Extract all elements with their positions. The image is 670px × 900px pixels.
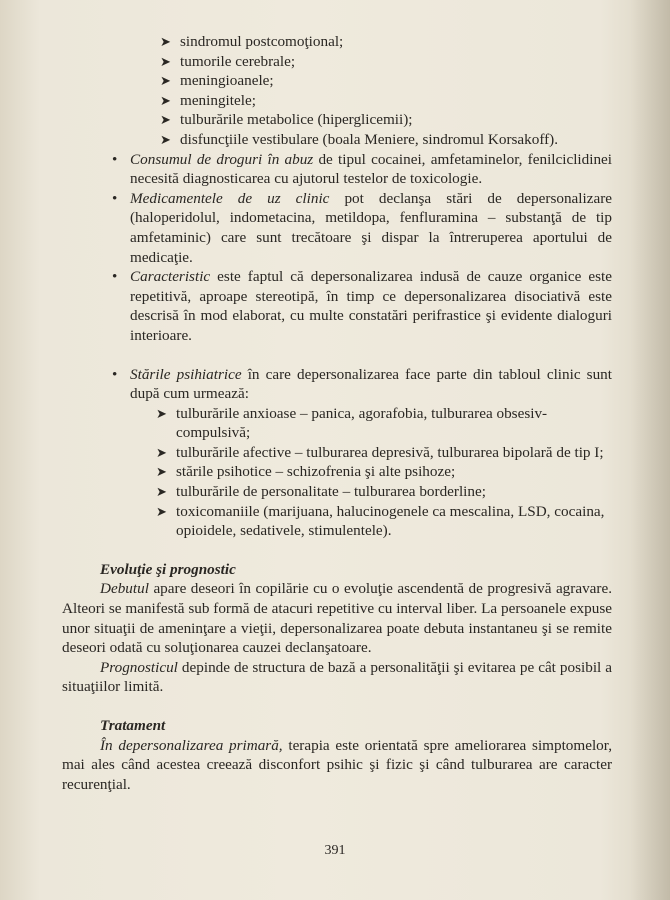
arrow-bullet-icon: ➤ <box>160 73 171 89</box>
list-item: ➤ stările psihotice – schizofrenia şi alte psihoze; <box>156 463 456 481</box>
section-heading: Evoluţie şi prognostic <box>100 560 236 578</box>
bullet-paragraph: • Consumul de droguri în abuz de tipul cocainei, amfetaminelor, fenilciclidinei necesită diagnosticarea cu ajutorul testelor de toxicologie. <box>112 150 613 188</box>
arrow-bullet-icon: ➤ <box>156 444 167 460</box>
list-item: ➤ meningitele; <box>160 91 256 109</box>
list-item: ➤ tulburările de personalitate – tulburarea borderline; <box>156 483 486 501</box>
list-item: ➤ tulburările metabolice (hiperglicemii); <box>160 111 413 129</box>
list-item: ➤ toxicomaniile (marijuana, halucinogenele ca mescalina, LSD, cocaina, opioidele, sedativele, stimulentele). <box>156 502 605 540</box>
paragraph: În depersonalizarea primară, terapia este orientată spre ameliorarea simptomelor, mai ales când acestea creează disconfort psihic şi fizic şi când tulburarea are caracter recurenţial. <box>62 736 612 793</box>
page-number: 391 <box>324 843 346 858</box>
arrow-bullet-icon: ➤ <box>160 92 171 108</box>
arrow-bullet-icon: ➤ <box>160 131 171 147</box>
list-item: ➤ tulburările afective – tulburarea depresivă, tulburarea bipolară de tip I; <box>156 443 604 461</box>
list-item: ➤ meningioanele; <box>160 72 274 90</box>
bullet-dot-icon: • <box>112 268 118 286</box>
arrow-bullet-icon: ➤ <box>156 464 167 480</box>
arrow-bullet-icon: ➤ <box>160 53 171 69</box>
bullet-dot-icon: • <box>112 189 118 207</box>
paragraph: Debutul apare deseori în copilărie cu o evoluţie ascendentă de progresivă agravare. Alteori se manifestă sub formă de atacuri repetitive cu interval liber. La persoanele expuse unor situaţii de ameninţare a vieţii, depersonalizarea poate debuta instantaneu şi se remite deseori odată cu soluţionarea cauzei declanşatoare. <box>62 580 613 657</box>
list-item: ➤ sindromul postcomoţional; <box>160 33 344 50</box>
section-heading: Tratament <box>100 717 166 734</box>
bullet-dot-icon: • <box>112 365 118 383</box>
paragraph: Prognosticul depinde de structura de bază a personalităţii şi evitarea pe cât posibil a situaţiilor limită. <box>62 658 613 696</box>
list-item: ➤ disfuncţiile vestibulare (boala Meniere, sindromul Korsakoff). <box>160 130 559 148</box>
list-item: ➤ tumorile cerebrale; <box>160 52 296 70</box>
bullet-dot-icon: • <box>112 150 118 168</box>
bullet-paragraph: • Caracteristic este faptul că depersonalizarea indusă de cauze organice este repetitivă, aproape stereotipă, în timp ce depersonalizarea disociativă este descrisă în mod elaborat, cu multe constatări perifrastice şi evidente dialoguri interioare. <box>112 268 612 344</box>
bullet-paragraph: • Stările psihiatrice în care depersonalizarea face parte din tabloul clinic sunt după cum urmează: <box>112 365 612 403</box>
arrow-bullet-icon: ➤ <box>160 34 171 49</box>
list-item: ➤ tulburările anxioase – panica, agorafobia, tulburarea obsesiv-compulsivă; <box>156 404 548 442</box>
page-text <box>62 32 612 794</box>
page-gutter-shadow <box>630 0 670 900</box>
arrow-bullet-icon: ➤ <box>156 484 167 500</box>
arrow-bullet-icon: ➤ <box>156 503 167 519</box>
arrow-bullet-icon: ➤ <box>160 112 171 128</box>
arrow-bullet-icon: ➤ <box>156 405 167 421</box>
bullet-paragraph: • Medicamentele de uz clinic pot declanşa stări de depersonalizare (haloperidolul, indometacina, metildopa, fenfluramina – substanţă de tip amfetaminic) care sunt trecătoare şi dispar la întreruperea aportului de medicaţie. <box>112 189 613 266</box>
